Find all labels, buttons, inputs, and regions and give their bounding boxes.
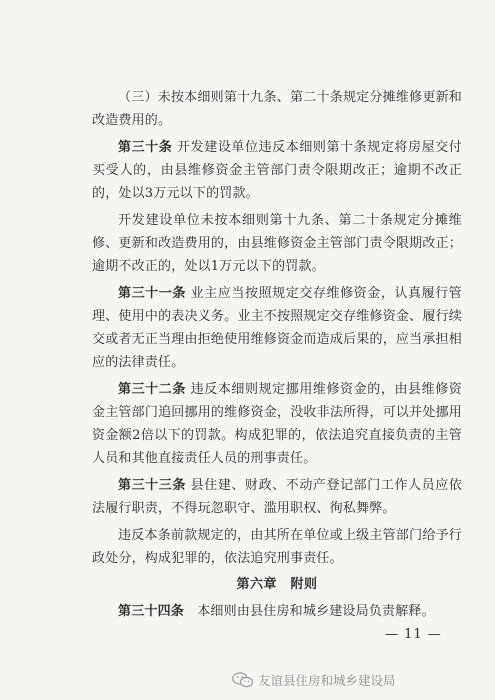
- article-text: 县住建、财政、不动产登记部门工作人员应依法履行职责，不得玩忽职守、滥用职权、徇私舞弊。: [92, 478, 462, 516]
- article-31: [92, 282, 462, 374]
- article-32: [92, 378, 462, 470]
- paragraph-text: （三）未按本细则第十九条、第二十条规定分摊维修更新和改造费用的。: [92, 90, 462, 128]
- source-watermark: [232, 671, 396, 689]
- article-number: 第三十二条: [118, 382, 186, 397]
- chapter-heading: 第六章 附则: [236, 577, 318, 592]
- watermark-text: 友谊县住房和城乡建设局: [258, 673, 396, 688]
- article-number: 第三十条: [118, 140, 173, 155]
- article-number: 第三十四条: [118, 604, 185, 619]
- article-text: 违反本细则规定挪用维修资金的，由县维修资金主管部门追回挪用的维修资金，没收非法所得，可以并处挪用资金额2倍以下的罚款。构成犯罪的，依法追究直接负责的主管人员和其他直接责任人员的刑事责任。: [92, 382, 462, 466]
- article-33-paragraph-2: [92, 524, 462, 570]
- article-33: [92, 474, 462, 520]
- article-text: 业主应当按照规定交存维修资金，认真履行管理、使用中的表决义务。业主不按照规定交存维修资金、履行续交或者无正当理由拒绝使用维修资金而造成后果的，应当承担相应的法律责任。: [92, 286, 462, 370]
- article-30-paragraph-2: [92, 209, 462, 278]
- article-34: [92, 600, 462, 623]
- paragraph-item-3: [92, 86, 462, 132]
- article-number: 第三十三条: [118, 478, 186, 493]
- page-number: — 11 —: [385, 627, 442, 642]
- article-number: 第三十一条: [118, 286, 186, 301]
- paragraph-text: 违反本条前款规定的，由其所在单位或上级主管部门给予行政处分，构成犯罪的，依法追究刑事责任。: [92, 528, 462, 566]
- article-30: [92, 136, 462, 205]
- article-text: 本细则由县住房和城乡建设局负责解释。: [184, 604, 435, 619]
- paragraph-text: 开发建设单位未按本细则第十九条、第二十条规定分摊维修、更新和改造费用的，由县维修资金主管部门责令限期改正；逾期不改正的，处以1万元以下的罚款。: [92, 213, 462, 274]
- article-text: 开发建设单位违反本细则第十条规定将房屋交付买受人的，由县维修资金主管部门责令限期改正；逾期不改正的，处以3万元以下的罚款。: [92, 140, 462, 201]
- wechat-icon: [232, 672, 254, 688]
- document-body: [92, 86, 462, 627]
